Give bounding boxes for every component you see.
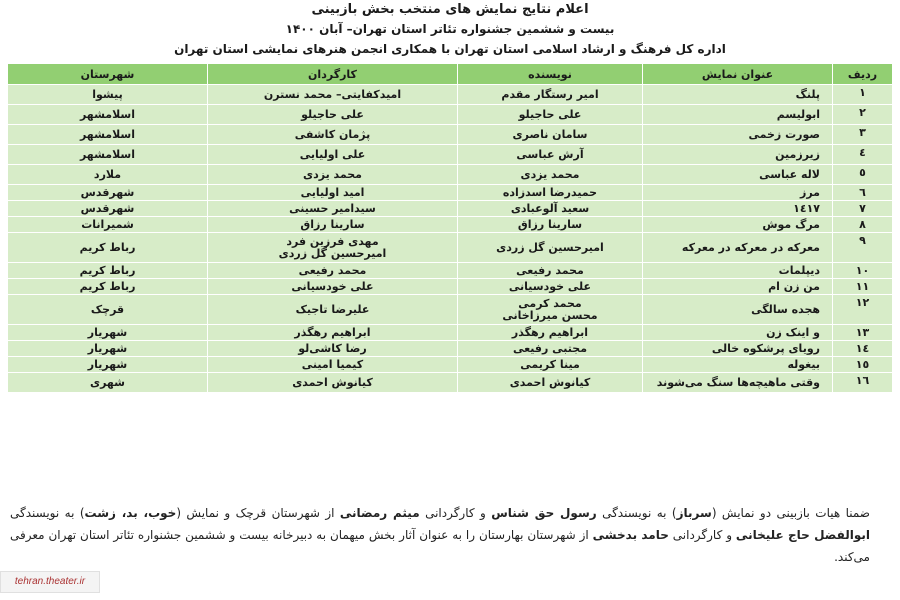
cell-row-number-text: ۳	[859, 126, 866, 139]
table-row	[8, 341, 893, 357]
cell-title	[643, 263, 833, 279]
cell-director	[208, 295, 458, 325]
cell-city-text: شهری	[89, 375, 125, 389]
cell-row-number	[833, 125, 893, 145]
cell-writer	[458, 217, 643, 233]
cell-title	[643, 373, 833, 393]
cell-city	[8, 325, 208, 341]
cell-title-text: زیرزمین	[775, 147, 820, 161]
cell-row-number-text: ۱	[859, 86, 866, 99]
cell-row-number-text: ١٠	[855, 264, 870, 277]
header-row-number: ردیف	[833, 64, 893, 85]
cell-row-number	[833, 341, 893, 357]
footer-text: از شهرستان بهارستان را به عنوان آثار بخش میهمان به دبیرخانه بیست و ششمین جشنواره تئاتر استان تهران معرفی می‌کند.	[10, 528, 870, 564]
cell-city	[8, 145, 208, 165]
cell-writer	[458, 279, 643, 295]
cell-writer-text: مجتبی رفیعی	[512, 341, 588, 355]
cell-city-text: اسلامشهر	[79, 127, 136, 141]
cell-city	[8, 279, 208, 295]
cell-writer-text: محسن میرزاخانی	[502, 308, 598, 322]
table-body	[8, 85, 893, 393]
cell-row-number	[833, 105, 893, 125]
cell-director-text: علی حاجیلو	[301, 107, 364, 121]
cell-writer	[458, 341, 643, 357]
cell-row-number-text: ٦	[859, 186, 866, 199]
cell-writer-text: سعید آلوعبادی	[510, 201, 590, 215]
cell-title	[643, 125, 833, 145]
organizer-line: اداره کل فرهنگ و ارشاد اسلامی استان تهران با همکاری انجمن هنرهای نمایشی استان تهران	[174, 42, 726, 56]
cell-director-text: علی اولیایی	[299, 147, 366, 161]
table-row	[8, 125, 893, 145]
cell-title	[643, 341, 833, 357]
cell-writer	[458, 357, 643, 373]
cell-city	[8, 373, 208, 393]
cell-director	[208, 233, 458, 263]
footer-text: از شهرستان قرچک و نمایش (	[176, 506, 340, 520]
cell-title-text: بیغوله	[787, 357, 820, 371]
cell-director	[208, 217, 458, 233]
cell-writer-text: ابراهیم رهگذر	[511, 325, 589, 339]
cell-city-text: شهرقدس	[80, 185, 135, 199]
cell-title	[643, 357, 833, 373]
cell-title	[643, 279, 833, 295]
cell-writer-text: امیر رستگار مقدم	[501, 87, 599, 101]
cell-title	[643, 145, 833, 165]
cell-row-number	[833, 295, 893, 325]
cell-city	[8, 165, 208, 185]
cell-director-text: امید اولیایی	[300, 185, 365, 199]
footer-text: ) به نویسندگی	[10, 506, 85, 520]
cell-city	[8, 185, 208, 201]
cell-director-text: ابراهیم رهگذر	[294, 325, 371, 339]
cell-title	[643, 85, 833, 105]
cell-director-text: سارینا رزاق	[300, 217, 365, 231]
cell-row-number	[833, 85, 893, 105]
cell-city	[8, 217, 208, 233]
header-writer: نویسنده	[458, 64, 643, 85]
cell-writer-text: سارینا رزاق	[517, 217, 583, 231]
cell-director-text: رضا کاشی‌لو	[298, 341, 367, 355]
cell-director	[208, 341, 458, 357]
table-row	[8, 373, 893, 393]
page-title: اعلام نتایج نمایش های منتخب بخش بازبینی	[311, 2, 589, 17]
cell-city-text: رباط کریم	[79, 263, 136, 277]
cell-title	[643, 165, 833, 185]
table-row	[8, 145, 893, 165]
cell-director	[208, 165, 458, 185]
results-table-container	[7, 63, 892, 483]
cell-writer	[458, 373, 643, 393]
footer-play: خوب، بد، زشت	[84, 506, 177, 520]
cell-row-number	[833, 233, 893, 263]
cell-row-number-text: ١٣	[855, 326, 870, 339]
table-header-row	[8, 64, 893, 85]
footer-note	[10, 502, 870, 568]
cell-row-number	[833, 325, 893, 341]
cell-title	[643, 295, 833, 325]
cell-writer-text: کیانوش احمدی	[509, 375, 591, 389]
footer-director: حامد بدخشی	[592, 528, 669, 542]
cell-writer	[458, 185, 643, 201]
cell-city	[8, 263, 208, 279]
header-director: کارگردان	[208, 64, 458, 85]
cell-row-number	[833, 185, 893, 201]
cell-writer	[458, 85, 643, 105]
cell-director-text: محمد یزدی	[303, 167, 362, 181]
cell-city-text: رباط کریم	[79, 240, 136, 254]
table-row	[8, 185, 893, 201]
cell-writer	[458, 325, 643, 341]
cell-director-text: کیانوش احمدی	[292, 375, 373, 389]
cell-writer-text: علی حاجیلو	[518, 107, 582, 121]
cell-city-text: پیشوا	[92, 87, 123, 101]
table-row	[8, 279, 893, 295]
cell-director-text: محمد رفیعی	[298, 263, 367, 277]
cell-title-text: هجده سالگی	[751, 302, 820, 316]
cell-row-number-text: ٧	[859, 202, 866, 215]
cell-writer-text: محمد یزدی	[520, 167, 580, 181]
cell-title-text: ابولیسم	[776, 107, 820, 121]
cell-director-text: سیدامیر حسینی	[289, 201, 376, 215]
cell-director	[208, 357, 458, 373]
table-row	[8, 217, 893, 233]
cell-director	[208, 325, 458, 341]
table-row	[8, 263, 893, 279]
cell-row-number	[833, 279, 893, 295]
cell-director	[208, 125, 458, 145]
cell-title-text: دیپلمات	[778, 263, 820, 277]
cell-title-text: صورت زخمی	[748, 127, 820, 141]
cell-writer	[458, 201, 643, 217]
cell-city	[8, 85, 208, 105]
table-row	[8, 105, 893, 125]
cell-row-number-text: ۲	[859, 106, 866, 119]
cell-writer	[458, 105, 643, 125]
cell-city	[8, 357, 208, 373]
festival-subtitle: بیست و ششمین جشنواره تئاتر استان تهران– آبان ۱۴۰۰	[285, 22, 615, 36]
cell-row-number-text: ١٤	[855, 342, 870, 355]
cell-city-text: شهریار	[87, 341, 128, 355]
cell-row-number	[833, 145, 893, 165]
cell-title	[643, 325, 833, 341]
cell-title-text: مرز	[800, 185, 820, 199]
cell-row-number-text: ٥	[859, 166, 866, 179]
cell-city	[8, 341, 208, 357]
cell-title-text: پلنگ	[795, 87, 820, 101]
cell-title	[643, 233, 833, 263]
cell-city-text: اسلامشهر	[79, 147, 136, 161]
cell-title-text: ١٤١٧	[793, 201, 820, 215]
footer-writer: ابوالفضل حاج علیخانی	[735, 528, 870, 542]
cell-writer	[458, 145, 643, 165]
table-row	[8, 295, 893, 325]
cell-city	[8, 233, 208, 263]
cell-director-text: پژمان کاشفی	[294, 127, 371, 141]
cell-city-text: قرچک	[90, 302, 125, 316]
cell-row-number	[833, 217, 893, 233]
cell-writer-text: مینا کریمی	[520, 357, 580, 371]
cell-director	[208, 185, 458, 201]
cell-city-text: شمیرانات	[81, 217, 134, 231]
cell-title-text: وقتی ماهیچه‌ها سنگ می‌شوند	[656, 375, 820, 389]
table-row	[8, 165, 893, 185]
footer-text: ضمنا هیات بازبینی دو نمایش (	[711, 506, 870, 520]
cell-title-text: معرکه در معرکه در معرکه	[681, 240, 820, 254]
cell-writer-text: علی خودسیانی	[508, 279, 592, 293]
cell-row-number-text: ١٢	[855, 296, 870, 309]
table-row	[8, 325, 893, 341]
cell-director	[208, 263, 458, 279]
header-city: شهرستان	[8, 64, 208, 85]
cell-writer-text: محمد کرمی	[518, 296, 582, 310]
cell-row-number	[833, 263, 893, 279]
cell-director-text: علیرضا تاجیک	[295, 302, 370, 316]
cell-row-number-text: ١١	[855, 280, 870, 293]
cell-row-number-text: ٩	[859, 234, 866, 247]
cell-title	[643, 105, 833, 125]
table-row	[8, 233, 893, 263]
cell-title-text: من زن ام	[768, 279, 820, 293]
table-row	[8, 201, 893, 217]
cell-row-number	[833, 357, 893, 373]
cell-director-text: علی خودسیانی	[291, 279, 374, 293]
footer-text: و کارگردانی	[668, 528, 736, 542]
cell-title-text: مرگ موش	[762, 217, 820, 231]
cell-city	[8, 201, 208, 217]
table-row	[8, 357, 893, 373]
cell-title	[643, 217, 833, 233]
cell-row-number	[833, 201, 893, 217]
cell-city	[8, 105, 208, 125]
cell-row-number	[833, 165, 893, 185]
cell-director	[208, 279, 458, 295]
results-table	[7, 63, 893, 393]
cell-director-text: امیدکفایتی– محمد نسترن	[263, 87, 402, 101]
footer-director: میثم رمضانی	[339, 506, 420, 520]
cell-city	[8, 125, 208, 145]
footer-text: ) به نویسندگی	[596, 506, 677, 520]
cell-row-number-text: ١٥	[855, 358, 870, 371]
cell-director	[208, 145, 458, 165]
cell-director-text: کیمیا امینی	[301, 357, 364, 371]
cell-director	[208, 373, 458, 393]
footer-text: و کارگردانی	[419, 506, 492, 520]
cell-row-number	[833, 373, 893, 393]
cell-director-text: امیرحسین گل زردی	[278, 246, 387, 260]
cell-director	[208, 105, 458, 125]
cell-writer-text: آرش عباسی	[516, 147, 584, 161]
footer-play: سرباز	[676, 506, 712, 520]
cell-city-text: شهریار	[87, 357, 128, 371]
cell-writer-text: سامان ناصری	[512, 127, 588, 141]
table-row	[8, 85, 893, 105]
cell-city-text: اسلامشهر	[79, 107, 136, 121]
cell-city-text: رباط کریم	[79, 279, 136, 293]
cell-writer-text: محمد رفیعی	[516, 263, 584, 277]
cell-title-text: رویای پرشکوه خالی	[711, 341, 820, 355]
cell-city-text: شهرقدس	[80, 201, 135, 215]
cell-title-text: لاله عباسی	[759, 167, 820, 181]
cell-writer	[458, 295, 643, 325]
cell-row-number-text: ٤	[859, 146, 866, 159]
cell-writer-text: حمیدرضا اسدزاده	[502, 185, 598, 199]
cell-row-number-text: ١٦	[855, 374, 870, 387]
cell-title-text: و اینک زن	[766, 325, 820, 339]
site-watermark-logo: tehran.theater.ir	[0, 571, 100, 593]
cell-city-text: شهریار	[87, 325, 128, 339]
cell-writer	[458, 233, 643, 263]
cell-title	[643, 185, 833, 201]
cell-title	[643, 201, 833, 217]
cell-city-text: ملارد	[93, 167, 122, 181]
cell-director	[208, 201, 458, 217]
header-title: عنوان نمایش	[643, 64, 833, 85]
cell-writer-text: امیرحسین گل زردی	[496, 240, 604, 254]
cell-row-number-text: ٨	[859, 218, 866, 231]
cell-director-text: مهدی فرزین فرد	[286, 234, 379, 248]
cell-writer	[458, 125, 643, 145]
cell-writer	[458, 263, 643, 279]
cell-writer	[458, 165, 643, 185]
cell-city	[8, 295, 208, 325]
cell-director	[208, 85, 458, 105]
footer-writer: رسول حق شناس	[491, 506, 597, 520]
